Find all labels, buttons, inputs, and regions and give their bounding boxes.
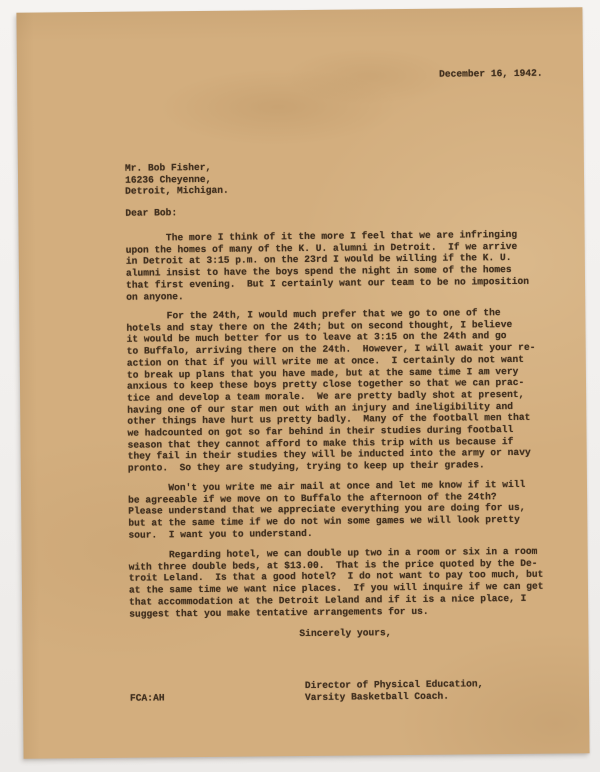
letter-paper (16, 7, 589, 758)
body-paragraph-2: For the 24th, I would much prefer that we go to one of the hotels and stay there on the 24th; but on second thought, I believe it would be much better for us to leave at 3:15 on the 24th and go to Buffalo, arriving there on the 24th. However, I will await your re- action on that if you will write me at once. I certainly do not want to break up plans that you have made, but at the same time I am very anxious to keep these boys pretty close together so that we can prac- tice and develop a team morale. We are pretty badly shot at present, having one of our star men out with an injury and ineligibility and other things have hurt us pretty badly. Many of the football men that we hadcounted on got so far behind in their studies during football season that they cannot afford to make this trip with us because if they fail in their studies they will be inducted into the army or navy pronto. So they are studying, trying to keep up their grades. (126, 307, 536, 474)
salutation: Dear Bob: (125, 207, 178, 219)
recipient-address: Mr. Bob Fisher, 16236 Cheyenne, Detroit, Michigan. (124, 161, 229, 198)
body-paragraph-1: The more I think of it the more I feel that we are infringing upon the homes of many of the K. U. alumni in Detroit. If we arrive in Detroit at 3:15 p.m. on the 23rd I would be willing if the K. U. alumni insist to have the boys spend the night in some of the homes that first evening. But I certainly want our team to be no imposition on anyone. (125, 228, 530, 303)
signature-title-block: Director of Physical Education, Varsity Basketball Coach. (304, 678, 484, 703)
closing-phrase: Sincerely yours, (299, 627, 392, 640)
body-paragraph-3: Won't you write me air mail at once and let me know if it will be agreeable if we move on to Buffalo the afternoon of the 24th? Please understand that we appreciate everything you are doing for us, but at the same time if we do not win some games we will look pretty sour. I want you to understand. (127, 478, 526, 541)
letter-date: December 16, 1942. (438, 67, 543, 80)
typist-initials: FCA:AH (129, 692, 165, 704)
body-paragraph-4: Regarding hotel, we can double up two in a room or six in a room with three double beds, at $13.00. That is the price quoted by the De- troit Leland. Is that a good hotel? I do not want to pay too much, but at the same time we want nice places. If you will inquire if we can get that accommodation at the Detroit Leland and if it is a nice place, I suggest that you make tentative arrangements for us. (128, 545, 544, 620)
